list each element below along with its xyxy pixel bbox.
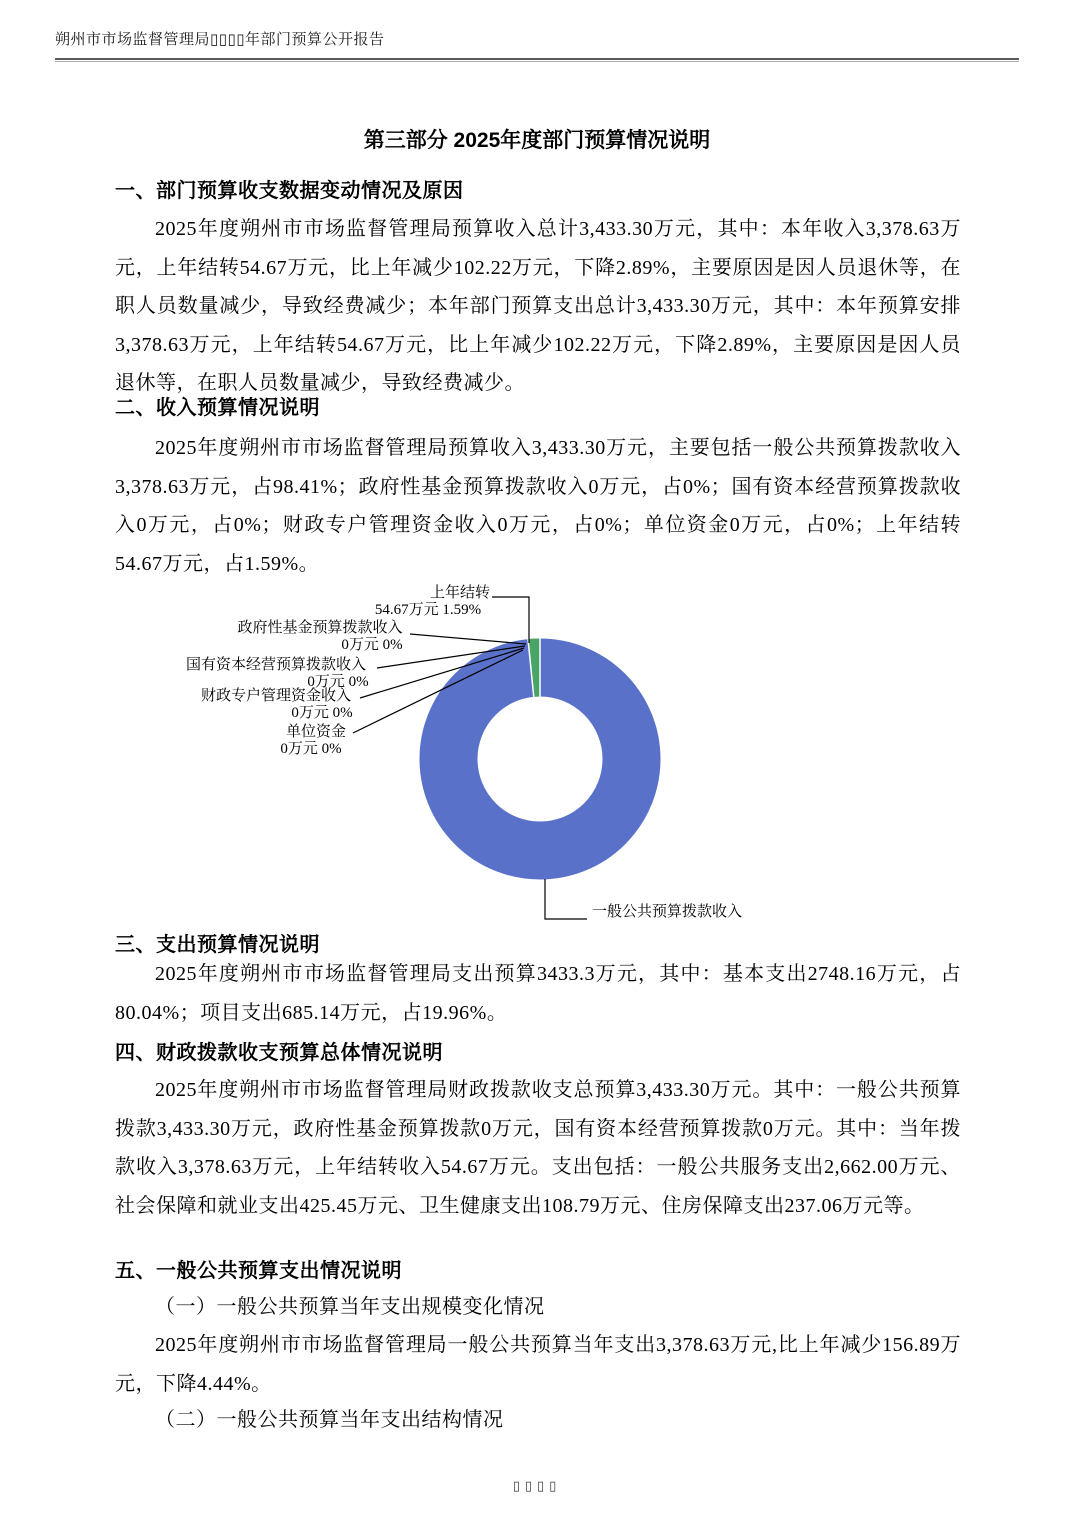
- chart-label-general-name: 一般公共预算拨款收入: [592, 904, 743, 920]
- section-2-paragraph: 2025年度朔州市市场监督管理局预算收入3,433.30万元，主要包括一般公共预算拨款收入3,378.63万元，占98.41%；政府性基金预算拨款收入0万元，占0%；国有资本经营预算拨款收入0万元，占0%；财政专户管理资金收入0万元，占0%；单位资金0万元，占0%；上年结转54.67万元，占1.59%。: [115, 437, 961, 575]
- page-header: [55, 28, 1019, 62]
- chart-label-carryover-name: 上年结转: [429, 585, 491, 601]
- page-title: 第三部分 2025年度部门预算情况说明: [363, 129, 711, 152]
- section-5-sub1-title: （一）一般公共预算当年支出规模变化情况: [155, 1296, 545, 1318]
- chart-label-unitfund-value: 0万元 0%: [280, 741, 342, 757]
- chart-label-statecapital-value: 0万元 0%: [307, 674, 369, 690]
- chart-label-unitfund-name: 单位资金: [285, 724, 347, 740]
- chart-label-govfund-value: 0万元 0%: [341, 637, 403, 653]
- section-3-heading: 三、支出预算情况说明: [115, 934, 320, 956]
- section-5-heading: 五、一般公共预算支出情况说明: [115, 1260, 402, 1282]
- section-2-heading: 二、收入预算情况说明: [115, 397, 320, 419]
- income-donut-chart: [115, 577, 961, 929]
- section-3-paragraph: 2025年度朔州市市场监督管理局支出预算3433.3万元，其中：基本支出2748.16万元，占80.04%；项目支出685.14万元，占19.96%。: [115, 963, 961, 1024]
- chart-label-fiscalaccount-name: 财政专户管理资金收入: [200, 688, 352, 704]
- header-title: 朔州市市场监督管理局▯▯▯▯年部门预算公开报告: [55, 31, 385, 48]
- section-1-paragraph: 2025年度朔州市市场监督管理局预算收入总计3,433.30万元，其中：本年收入3,378.63万元，上年结转54.67万元，比上年减少102.22万元，下降2.89%，主要原因是因人员退休等，在职人员数量减少，导致经费减少；本年部门预算支出总计3,433.30万元，其中：本年预算安排3,378.63万元，上年结转54.67万元，比上年减少102.22万元，下降2.89%，主要原因是因人员退休等，在职人员数量减少，导致经费减少。: [115, 218, 961, 394]
- leader-line-carryover: [492, 597, 529, 643]
- page-footer: ▯▯▯▯: [512, 1478, 562, 1493]
- header-rule-thin: [55, 61, 1019, 62]
- leader-line-general: [545, 879, 587, 919]
- section-5-paragraph: 2025年度朔州市市场监督管理局一般公共预算当年支出3,378.63万元,比上年减少156.89万元，下降4.44%。: [115, 1334, 961, 1395]
- header-rule-thick: [55, 58, 1019, 60]
- section-4-heading: 四、财政拨款收支预算总体情况说明: [115, 1042, 443, 1064]
- chart-label-fiscalaccount-value: 0万元 0%: [291, 705, 353, 721]
- section-5-sub2-title: （二）一般公共预算当年支出结构情况: [155, 1409, 504, 1431]
- section-4-paragraph: 2025年度朔州市市场监督管理局财政拨款收支总预算3,433.30万元。其中：一般公共预算拨款3,433.30万元，政府性基金预算拨款0万元，国有资本经营预算拨款0万元。其中：当年拨款收入3,378.63万元，上年结转收入54.67万元。支出包括：一般公共服务支出2,662.00万元、社会保障和就业支出425.45万元、卫生健康支出108.79万元、住房保障支出237.06万元等。: [115, 1079, 961, 1217]
- chart-label-carryover-value: 54.67万元 1.59%: [374, 602, 482, 618]
- leader-line-govfund: [410, 634, 526, 644]
- chart-label-govfund-name: 政府性基金预算拨款收入: [237, 620, 403, 636]
- chart-label-statecapital-name: 国有资本经营预算拨款收入: [185, 657, 367, 673]
- section-1-heading: 一、部门预算收支数据变动情况及原因: [115, 180, 464, 202]
